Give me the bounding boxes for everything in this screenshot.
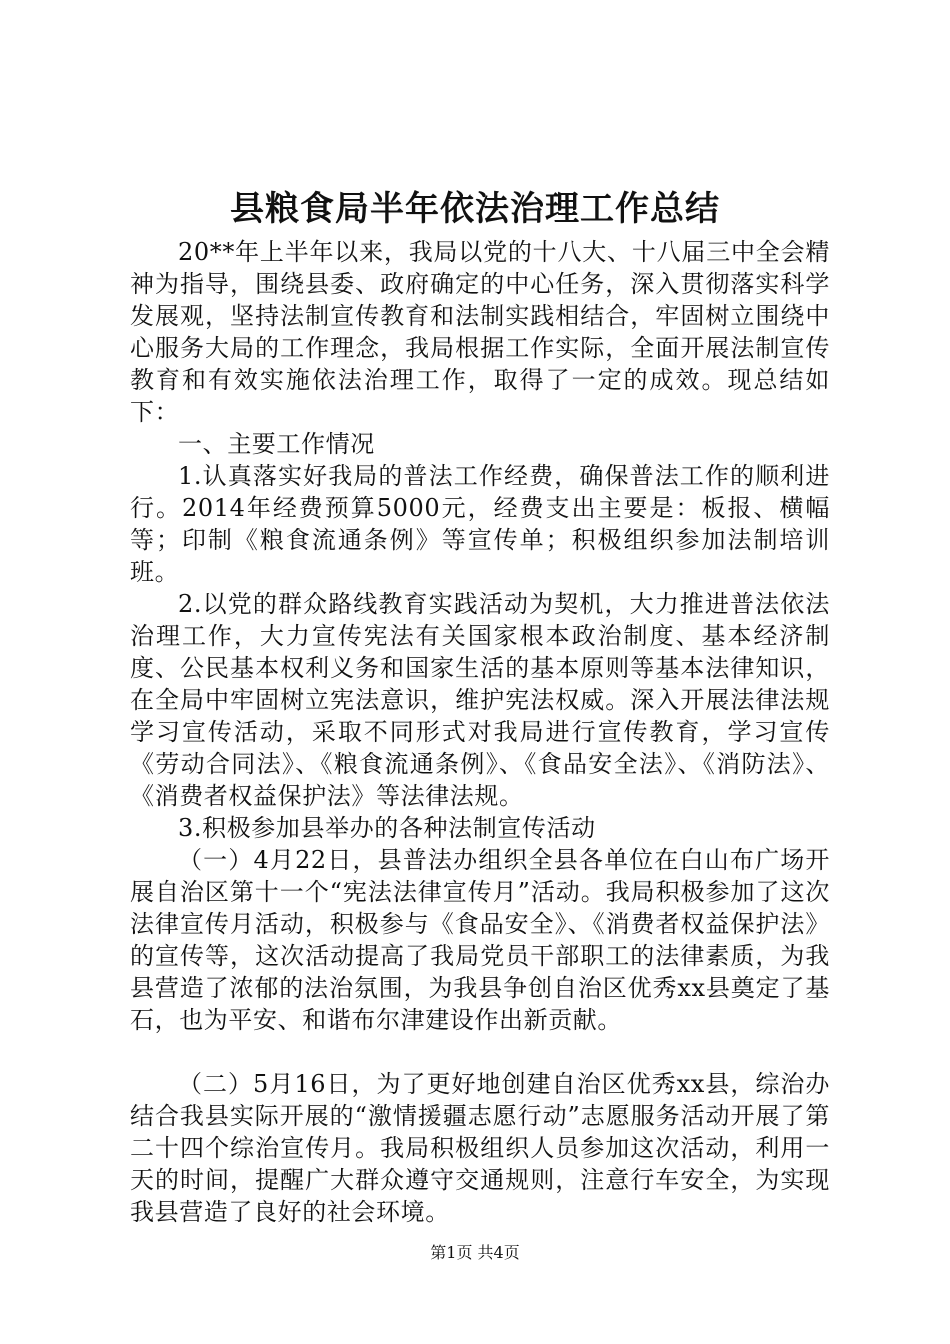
section-heading-main-work: 一、主要工作情况 — [178, 430, 375, 458]
page-number-footer: 第1页 共4页 — [430, 1243, 520, 1262]
item-3-heading: 3.积极参加县举办的各种法制宣传活动 — [178, 814, 596, 842]
item-1-paragraph: 1.认真落实好我局的普法工作经费，确保普法工作的顺利进行。2014年经费预算5000元，经费支出主要是：板报、横幅等；印制《粮食流通条例》等宣传单；积极组织参加法制培训班。 — [130, 462, 830, 586]
intro-paragraph: 20**年上半年以来，我局以党的十八大、十八届三中全会精神为指导，围绕县委、政府确定的中心任务，深入贯彻落实科学发展观，坚持法制宣传教育和法制实践相结合，牢固树立围绕中心服务大局的工作理念，我局根据工作实际，全面开展法制宣传教育和有效实施依法治理工作，取得了一定的成效。现总结如下： — [130, 238, 830, 426]
activity-1-paragraph: （一）4月22日，县普法办组织全县各单位在白山布广场开展自治区第十一个“宪法法律宣传月”活动。我局积极参加了这次法律宣传月活动，积极参与《食品安全》、《消费者权益保护法》的宣传等，这次活动提高了我局党员干部职工的法律素质，为我县营造了浓郁的法治氛围，为我县争创自治区优秀xx县奠定了基石，也为平安、和谐布尔津建设作出新贡献。 — [130, 846, 830, 1034]
item-2-paragraph: 2.以党的群众路线教育实践活动为契机，大力推进普法依法治理工作，大力宣传宪法有关国家根本政治制度、基本经济制度、公民基本权利义务和国家生活的基本原则等基本法律知识，在全局中牢固树立宪法意识，维护宪法权威。深入开展法律法规学习宣传活动，采取不同形式对我局进行宣传教育，学习宣传《劳动合同法》、《粮食流通条例》、《食品安全法》、《消防法》、《消费者权益保护法》等法律法规。 — [130, 590, 830, 810]
document-body — [130, 236, 830, 1228]
document-title: 县粮食局半年依法治理工作总结 — [230, 189, 720, 229]
activity-2-paragraph: （二）5月16日，为了更好地创建自治区优秀xx县，综治办结合我县实际开展的“激情援疆志愿行动”志愿服务活动开展了第二十四个综治宣传月。我局积极组织人员参加这次活动，利用一天的时间，提醒广大群众遵守交通规则，注意行车安全，为实现我县营造了良好的社会环境。 — [130, 1070, 830, 1226]
